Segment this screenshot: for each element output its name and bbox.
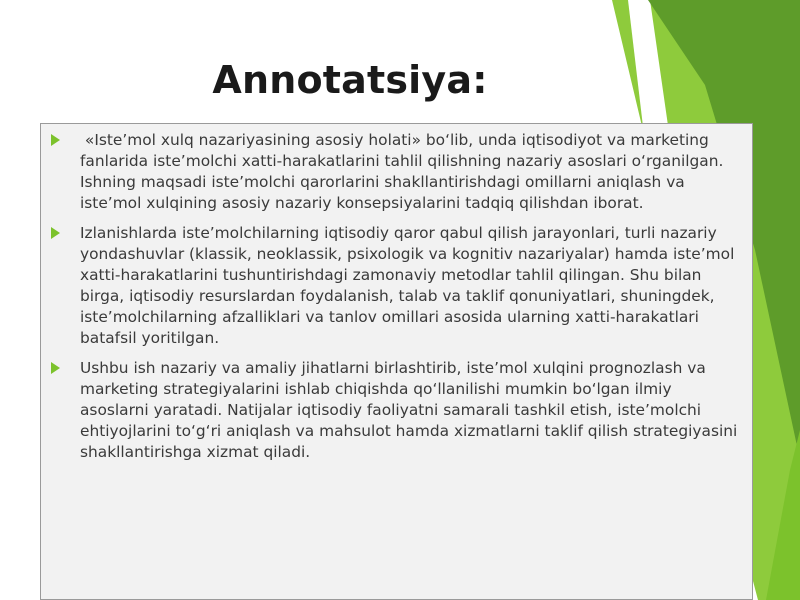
bullet-item: [51, 223, 740, 349]
bullet-text: «Iste’mol xulq nazariyasining asosiy holati» bo‘lib, unda iqtisodiyot va marketing fanlarida iste’molchi xatti-harakatlarini tahlil qilishning nazariy asoslari o‘rganilgan. Ishning maqsadi iste’molchi qarorlarini shakllantirishdagi omillarni aniqlash va iste’mol xulqining asosiy nazariy konsepsiyalarini tadqiq qilishdan iborat.: [80, 131, 729, 212]
bullet-arrow-icon: [51, 362, 60, 374]
bullet-text: Izlanishlarda iste’molchilarning iqtisodiy qaror qabul qilish jarayonlari, turli nazariy yondashuvlar (klassik, neoklassik, psixologik va kognitiv nazariyalar) hamda iste’mol xatti-harakatlarini tushuntirishdagi zamonaviy metodlar tahlil qilingan. Shu bilan birga, iqtisodiy resurslardan foydalanish, talab va taklif qonuniyatlari, shuningdek, iste’molchilarning afzalliklari va tanlov omillari asosida ularning xatti-harakatlari batafsil yoritilgan.: [80, 224, 740, 347]
slide-title: Annotatsiya:: [212, 58, 488, 102]
bullet-item: [51, 358, 743, 463]
content-box: [40, 123, 753, 600]
bullet-arrow-icon: [51, 134, 60, 146]
bullet-arrow-icon: [51, 227, 60, 239]
bullet-item: [51, 130, 740, 214]
bullet-text: Ushbu ish nazariy va amaliy jihatlarni birlashtirib, iste’mol xulqini prognozlash va marketing strategiyalarini ishlab chiqishda qo‘llanilishi mumkin bo‘lgan ilmiy asoslarni yaratadi. Natijalar iqtisodiy faoliyatni samarali tashkil etish, iste’molchi ehtiyojlarini to‘g‘ri aniqlash va mahsulot hamda xizmatlarni taklif qilish strategiyasini shakllantirishga xizmat qiladi.: [80, 359, 743, 461]
